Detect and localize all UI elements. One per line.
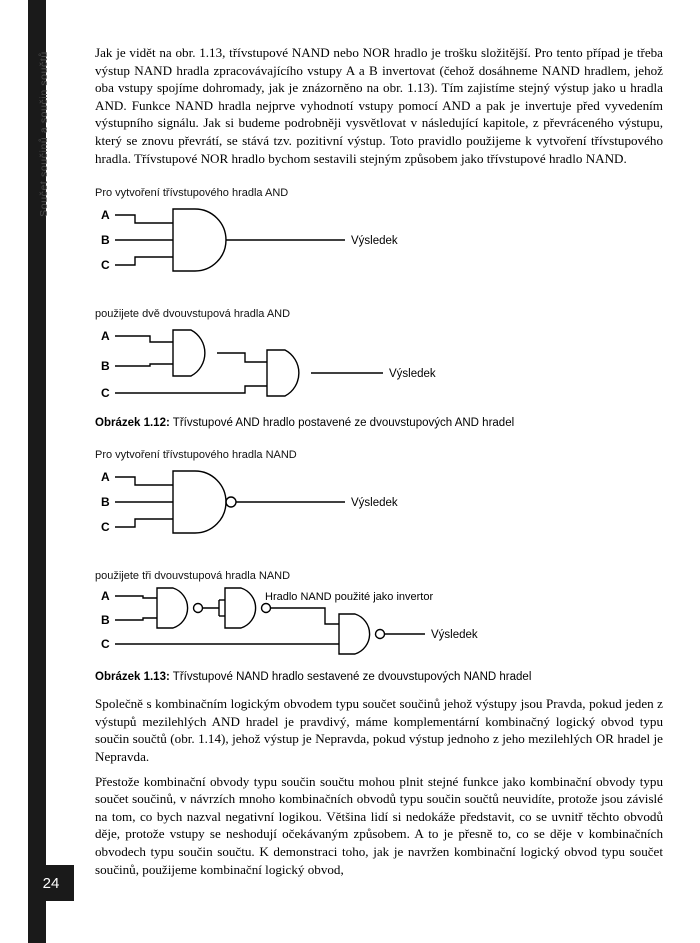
input-label-b: B xyxy=(101,359,110,374)
running-head-vertical: Součet součinů a součin součtů xyxy=(38,51,50,217)
output-label-result: Výsledek xyxy=(351,235,398,248)
figure-1-12-part-b xyxy=(95,308,663,429)
figure-caption-text: Třívstupové AND hradlo postavené ze dvouvstupových AND hradel xyxy=(172,417,515,430)
input-label-b: B xyxy=(101,233,110,248)
input-label-a: A xyxy=(101,208,110,223)
figure-lead-two-and: použijete dvě dvouvstupová hradla AND xyxy=(95,308,291,321)
diagram-three-nand-gates xyxy=(95,586,663,665)
diagram-3input-and xyxy=(95,203,663,288)
input-label-a: A xyxy=(101,589,110,604)
figure-caption-1-13 xyxy=(95,671,663,683)
figure-caption-number: Obrázek 1.12: xyxy=(95,417,170,430)
input-label-c: C xyxy=(101,386,110,401)
figure-lead-nand-target: Pro vytvoření třívstupového hradla NAND xyxy=(95,449,297,462)
figure-1-13-part-a xyxy=(95,449,663,550)
input-label-a: A xyxy=(101,470,110,485)
figure-1-13-part-b xyxy=(95,570,663,683)
figure-lead-three-nand: použijete tři dvouvstupová hradla NAND xyxy=(95,570,291,583)
figure-caption-1-12 xyxy=(95,417,663,429)
input-label-c: C xyxy=(101,520,110,535)
page-content xyxy=(95,44,663,878)
svg-two-and-gates xyxy=(95,324,515,406)
input-label-c: C xyxy=(101,258,110,273)
paragraph-intro: Jak je vidět na obr. 1.13, třívstupové NAND nebo NOR hradlo je trošku složitější. Pro tento případ je třeba výstup NAND hradla zpracovávajícího vstupy A a B invertovat (čehož dosáhneme NAND hradlem, jehož oba vstupy spojíme dohromady, jak je znázorněno na obr. 1.13). Tím zajistíme stejný výstup jako u hradla AND. Funkce NAND hradla nejprve vyhodnotí vstupy pomocí AND a pak je invertuje před vyvedením výstupního signálu. Jak si budeme podrobněji vysvětlovat v následující kapitole, z převráceného výstupu, který se znovu převrátí, se stává tzv. pozitivní výstup. Toto pravidlo použijeme k vytvoření třívstupového hradla. Třívstupové NOR hradlo bychom sestavili stejným způsobem jako třívstupové hradlo NAND. xyxy=(95,45,663,166)
output-label-result: Výsledek xyxy=(351,497,398,510)
closing-paragraphs xyxy=(95,695,663,878)
diagram-two-and-gates xyxy=(95,324,663,411)
page-number: 24 xyxy=(28,865,74,901)
input-label-c: C xyxy=(101,637,110,652)
svg-3input-and-gate xyxy=(95,203,475,283)
diagram-3input-nand xyxy=(95,465,663,550)
paragraph-sum-of-products: Společně s kombinačním logickým obvodem typu součet součinů jehož výstupy jsou Pravda, pokud jeden z výstupů mezilehlých AND hradel je pravdivý, máme komplementární kombinačný logický obvod typu součin součtů (obr. 1.14), jehož výstup je Nepravda, pokud výstup jednoho z jeho mezilehlých OR hradel je Nepravda. xyxy=(95,696,663,764)
figure-caption-number: Obrázek 1.13: xyxy=(95,671,170,684)
input-label-b: B xyxy=(101,495,110,510)
input-label-b: B xyxy=(101,613,110,628)
svg-3input-nand-gate xyxy=(95,465,475,545)
input-label-a: A xyxy=(101,329,110,344)
figure-1-12-part-a xyxy=(95,187,663,288)
output-label-result: Výsledek xyxy=(431,629,478,642)
annotation-nand-as-inverter: Hradlo NAND použité jako invertor xyxy=(265,591,434,604)
paragraph-product-of-sums: Přestože kombinační obvody typu součin součtu mohou plnit stejné funkce jako kombinační obvody typu součet součinů, v návrzích mnoho kombinačních obvodů typu součin součtů neuvidíte, protože jsou závislé na tom, co bych nazval negativní logikou. Většina lidí si nedokáže představit, co se uvnitř těchto obvodů děje, protože vstupy se neshodují očekávaným způsobem. A to je přesně to, co se děje v kombinačních obvodech typu součin součtu. K demonstraci toho, jak je navržen kombinační logický obvod typu součet součinů, použijeme kombinační logický obvod, xyxy=(95,773,663,877)
figure-lead-and-target: Pro vytvoření třívstupového hradla AND xyxy=(95,187,289,200)
output-label-result: Výsledek xyxy=(389,368,436,381)
figure-caption-text: Třívstupové NAND hradlo sestavené ze dvouvstupových NAND hradel xyxy=(172,671,532,684)
svg-three-nand-gates xyxy=(95,586,565,660)
